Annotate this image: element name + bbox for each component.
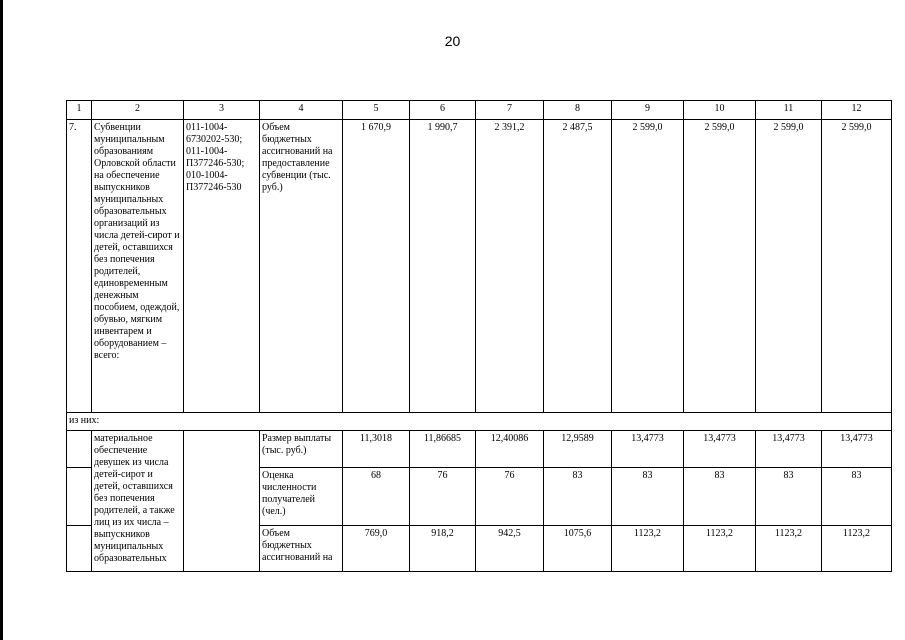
- value-cell: 1123,2: [684, 526, 756, 572]
- header-cell: 4: [260, 101, 343, 120]
- value-cell: 1123,2: [756, 526, 822, 572]
- value-cell: 942,5: [476, 526, 544, 572]
- value-cell: 13,4773: [822, 431, 892, 468]
- header-cell: 6: [410, 101, 476, 120]
- indicator: Размер выплаты (тыс. руб.): [260, 431, 343, 468]
- value-cell: 1123,2: [612, 526, 684, 572]
- empty-cell: [67, 526, 92, 572]
- value-cell: 2 391,2: [476, 120, 544, 413]
- value-cell: 2 599,0: [756, 120, 822, 413]
- value-cell: 2 487,5: [544, 120, 612, 413]
- table-row: [67, 413, 892, 431]
- indicator: Объем бюджетных ассигнований на: [260, 526, 343, 572]
- header-cell: 2: [92, 101, 184, 120]
- empty-cell: [67, 468, 92, 526]
- value-cell: 2 599,0: [822, 120, 892, 413]
- empty-cell: [67, 431, 92, 468]
- header-cell: 12: [822, 101, 892, 120]
- value-cell: 2 599,0: [684, 120, 756, 413]
- value-cell: 83: [612, 468, 684, 526]
- value-cell: 83: [544, 468, 612, 526]
- indicator: Объем бюджетных ассигнований на предоставление субвенции (тыс. руб.): [260, 120, 343, 413]
- value-cell: 13,4773: [612, 431, 684, 468]
- value-cell: 76: [476, 468, 544, 526]
- page-number: 20: [444, 33, 461, 49]
- empty-cell: [184, 431, 260, 572]
- value-cell: 76: [410, 468, 476, 526]
- header-cell: 11: [756, 101, 822, 120]
- value-cell: 11,3018: [343, 431, 410, 468]
- header-cell: 7: [476, 101, 544, 120]
- value-cell: 68: [343, 468, 410, 526]
- sub-row-name: материальное обеспечение девушек из числа детей-сирот и детей, оставшихся без попечения родителей, а также лиц из их числа – выпускников муниципальных образовательных: [92, 431, 184, 572]
- value-cell: 2 599,0: [612, 120, 684, 413]
- table-row: [67, 431, 892, 468]
- header-cell: 3: [184, 101, 260, 120]
- value-cell: 83: [756, 468, 822, 526]
- scan-edge: [0, 0, 3, 640]
- value-cell: 83: [684, 468, 756, 526]
- value-cell: 12,9589: [544, 431, 612, 468]
- value-cell: 13,4773: [756, 431, 822, 468]
- value-cell: 83: [822, 468, 892, 526]
- of-them-label: из них:: [67, 413, 892, 431]
- value-cell: 918,2: [410, 526, 476, 572]
- row-name: Субвенции муниципальным образованиям Орловской области на обеспечение выпускников муниципальных образовательных организаций из числа детей-сирот и детей, оставшихся без попечения родителей, единовременным денежным пособием, одеждой, обувью, мягким инвентарем и оборудованием – всего:: [92, 120, 184, 413]
- value-cell: 769,0: [343, 526, 410, 572]
- value-cell: 1075,6: [544, 526, 612, 572]
- value-cell: 12,40086: [476, 431, 544, 468]
- value-cell: 1 990,7: [410, 120, 476, 413]
- value-cell: 1 670,9: [343, 120, 410, 413]
- header-cell: 1: [67, 101, 92, 120]
- value-cell: 1123,2: [822, 526, 892, 572]
- value-cell: 11,86685: [410, 431, 476, 468]
- header-cell: 9: [612, 101, 684, 120]
- row-number: 7.: [67, 120, 92, 413]
- budget-code: 011-1004-6730202-530; 011-1004-П377246-530; 010-1004-П377246-530: [184, 120, 260, 413]
- header-row: [67, 101, 892, 120]
- table-row: [67, 120, 892, 413]
- header-cell: 10: [684, 101, 756, 120]
- header-cell: 5: [343, 101, 410, 120]
- budget-table: [66, 100, 892, 572]
- indicator: Оценка численности получателей (чел.): [260, 468, 343, 526]
- value-cell: 13,4773: [684, 431, 756, 468]
- header-cell: 8: [544, 101, 612, 120]
